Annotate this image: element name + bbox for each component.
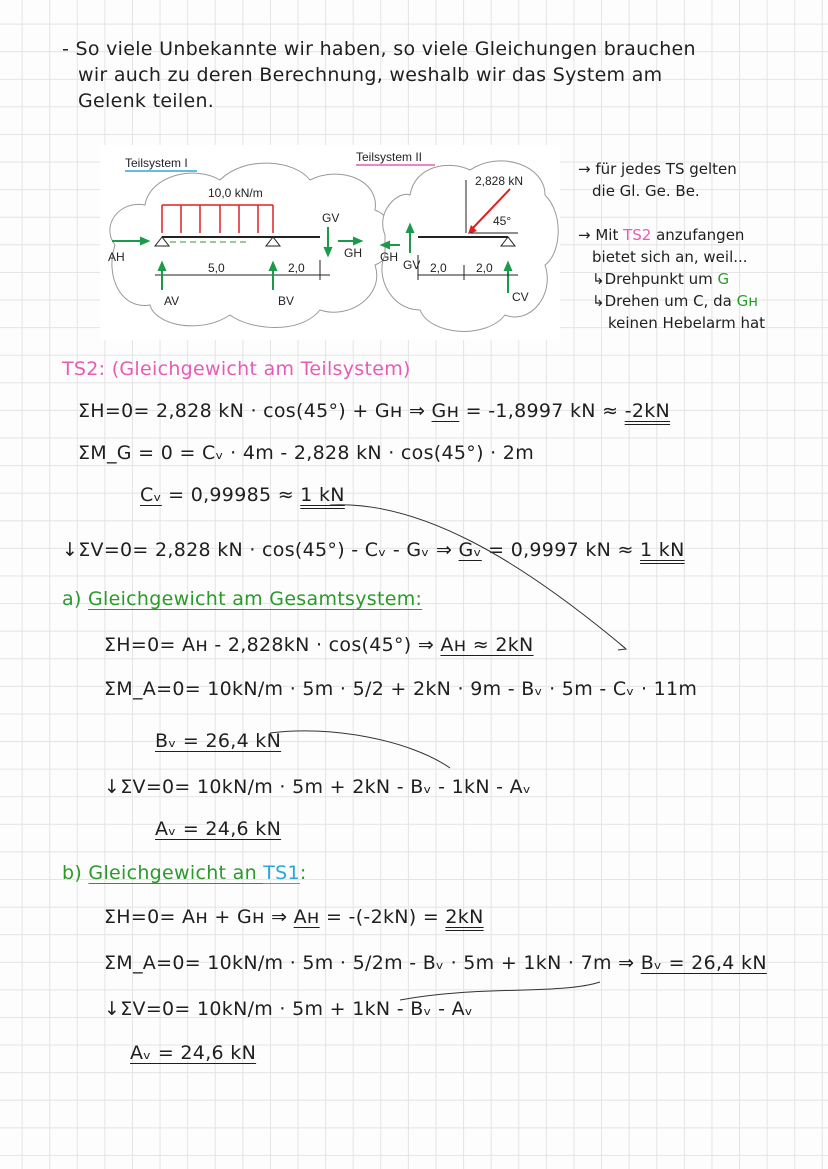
equation-segment: ΣM_A=0= 10kN/m · 5m · 5/2m - Bᵥ · 5m + 1kN · 7m ⇒ — [104, 952, 641, 974]
note-1b: die Gl. Ge. Be. — [592, 182, 700, 200]
equation-segment: = -1,8997 kN ≈ — [459, 400, 625, 422]
equation-segment: = -(-2kN) = — [319, 906, 446, 928]
equation-segment: ΣH=0= Aʜ - 2,828kN · cos(45°) ⇒ — [104, 634, 441, 656]
equation-line — [104, 634, 534, 656]
equation-segment: ↓ΣV=0= 2,828 kN · cos(45°) - Cᵥ - Gᵥ ⇒ — [62, 539, 459, 561]
equation-segment: Gʜ — [431, 400, 460, 422]
equation-line — [62, 358, 411, 380]
equation-segment: Gᵥ — [458, 539, 482, 561]
equation-segment: Aᵥ = 24,6 kN — [155, 818, 282, 840]
equation-segment: 2kN — [445, 906, 484, 928]
note-2e: keinen Hebelarm hat — [608, 314, 766, 332]
equation-segment: Aʜ ≈ 2kN — [440, 634, 534, 656]
label-gv-2: GV — [403, 258, 421, 272]
arrow-cv-reference — [330, 505, 625, 648]
dim-5: 5,0 — [208, 261, 225, 275]
equation-segment: : — [299, 862, 307, 884]
equation-segment: 1 kN — [640, 539, 685, 561]
ts2-title: Teilsystem II — [356, 150, 423, 164]
equation-line — [78, 442, 534, 464]
equation-segment: Gleichgewicht am Gesamtsystem: — [88, 588, 423, 610]
equation-segment: ΣM_G = 0 = Cᵥ · 4m - 2,828 kN · cos(45°) · 2m — [78, 442, 535, 464]
note-ts2: TS2 — [623, 226, 652, 244]
equation-line — [155, 818, 281, 840]
note-2c: ↳Drehpunkt um — [592, 270, 718, 288]
equation-segment: TS1 — [263, 862, 300, 884]
equation-line — [104, 678, 697, 700]
intro-line-3: Gelenk teilen. — [78, 90, 215, 112]
equation-segment: Bᵥ = 26,4 kN — [640, 952, 767, 974]
angle-label: 45° — [493, 214, 512, 228]
equation-segment: Gleichgewicht an — [88, 862, 264, 884]
note-2d-gh: Gʜ — [736, 292, 759, 310]
label-cv: CV — [512, 290, 529, 304]
equation-segment: Aᵥ = 24,6 kN — [130, 1042, 257, 1064]
note-1a: → für jedes TS gelten — [578, 160, 737, 178]
note-2c-g: G — [717, 270, 730, 288]
note-2a-pre: → Mit — [578, 226, 624, 244]
equation-segment: = 0,9997 kN ≈ — [481, 539, 641, 561]
label-ah: AH — [108, 250, 125, 264]
load-label: 10,0 kN/m — [208, 186, 263, 200]
equation-segment: Cᵥ — [140, 484, 162, 506]
equation-segment: b) — [62, 862, 89, 884]
equation-line — [78, 400, 670, 422]
system-diagram — [100, 145, 560, 340]
dim-2: 2,0 — [288, 261, 305, 275]
arrow-bv-reference — [270, 731, 450, 768]
dim-2a: 2,0 — [430, 261, 447, 275]
note-2b: bietet sich an, weil... — [592, 248, 748, 266]
label-gh-2: GH — [380, 250, 398, 264]
equation-line — [62, 539, 685, 561]
equation-segment: ΣH=0= Aʜ + Gʜ ⇒ — [104, 906, 294, 928]
label-bv: BV — [278, 294, 295, 308]
equation-line — [62, 862, 307, 884]
note-2d: ↳Drehen um C, da — [592, 292, 737, 310]
equation-segment: TS2: (Gleichgewicht am Teilsystem) — [62, 358, 411, 380]
equation-line — [104, 776, 531, 798]
equation-segment: ΣH=0= 2,828 kN · cos(45°) + Gʜ ⇒ — [78, 400, 432, 422]
equation-line — [104, 952, 767, 974]
force-label: 2,828 kN — [475, 174, 524, 188]
equation-line — [104, 906, 484, 928]
equation-segment: Bᵥ = 26,4 kN — [155, 730, 282, 752]
equation-segment: = 0,99985 ≈ — [161, 484, 301, 506]
equation-segment: Aʜ — [293, 906, 320, 928]
intro-line-2: wir auch zu deren Berechnung, weshalb wir das System am — [78, 64, 663, 86]
note-2a-post: anzufangen — [651, 226, 745, 244]
equation-line — [140, 484, 345, 506]
label-av: AV — [164, 294, 180, 308]
ts1-title: Teilsystem I — [125, 156, 188, 170]
side-notes — [578, 158, 765, 334]
dim-2b: 2,0 — [476, 261, 493, 275]
equation-line — [104, 998, 473, 1020]
label-gv-1: GV — [322, 211, 340, 225]
equation-segment: 1 kN — [300, 484, 345, 506]
equation-line — [155, 730, 281, 752]
equation-segment: -2kN — [624, 400, 671, 422]
intro-line-1: - So viele Unbekannte wir haben, so viele Gleichungen brauchen — [62, 38, 696, 60]
equation-segment: ↓ΣV=0= 10kN/m · 5m + 1kN - Bᵥ - Aᵥ — [104, 998, 474, 1020]
equation-segment: a) — [62, 588, 88, 610]
label-gh-1: GH — [344, 246, 362, 260]
equation-line — [62, 588, 422, 610]
equation-segment: ↓ΣV=0= 10kN/m · 5m + 2kN - Bᵥ - 1kN - Aᵥ — [104, 776, 532, 798]
equation-segment: ΣM_A=0= 10kN/m · 5m · 5/2 + 2kN · 9m - Bᵥ · 5m - Cᵥ · 11m — [104, 678, 698, 700]
equation-line — [130, 1042, 256, 1064]
